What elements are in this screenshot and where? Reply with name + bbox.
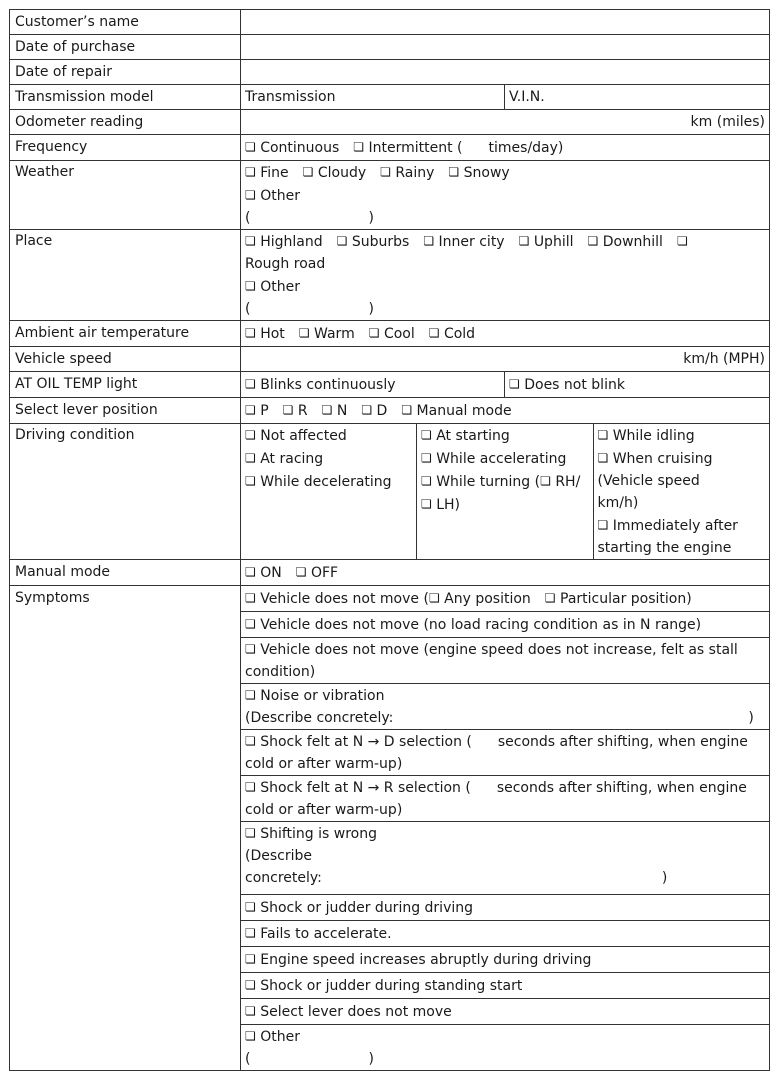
option-label: Manual mode — [416, 403, 512, 419]
symptom-text: seconds after shifting, when engine cold or after warm-up) — [245, 734, 748, 772]
checkbox-icon[interactable]: ❏ — [518, 234, 530, 248]
paren-close: ) — [748, 710, 754, 726]
option-cold[interactable] — [429, 326, 475, 342]
symptom-text: Other — [260, 1029, 300, 1045]
weather-label: Weather — [10, 161, 241, 230]
checkbox-icon[interactable]: ❏ — [245, 926, 256, 940]
option-p[interactable] — [245, 403, 269, 419]
checkbox-icon[interactable]: ❏ — [423, 234, 435, 248]
symptom-4[interactable] — [241, 684, 770, 730]
checkbox-icon[interactable]: ❏ — [336, 234, 348, 248]
option-immediately-after-starting[interactable] — [598, 514, 766, 559]
checkbox-icon[interactable]: ❏ — [245, 688, 256, 702]
checkbox-icon[interactable]: ❏ — [428, 326, 440, 340]
checkbox-icon[interactable]: ❏ — [540, 474, 551, 488]
checkbox-icon[interactable]: ❏ — [597, 428, 609, 442]
checkbox-icon[interactable]: ❏ — [597, 518, 609, 532]
checkbox-icon[interactable]: ❏ — [245, 188, 256, 202]
customer-name-field[interactable] — [241, 10, 770, 35]
describe-text: (Describe — [245, 848, 312, 864]
checkbox-icon[interactable]: ❏ — [421, 451, 432, 465]
driving-condition-label: Driving condition — [10, 424, 241, 560]
select-lever-label: Select lever position — [10, 398, 241, 424]
row-ambient-temp — [10, 321, 770, 347]
paren-open: ( — [245, 210, 251, 226]
ambient-temp-options — [241, 321, 770, 347]
option-label: At starting — [436, 428, 510, 444]
symptom-10[interactable] — [241, 947, 770, 973]
option-label: Hot — [260, 326, 285, 342]
option-label: Rough road — [245, 256, 326, 272]
checkbox-icon[interactable]: ❏ — [245, 377, 256, 391]
driving-condition-col-1 — [241, 424, 417, 560]
option-suburbs[interactable] — [337, 234, 410, 250]
checkbox-icon[interactable]: ❏ — [245, 165, 256, 179]
checkbox-icon[interactable]: ❏ — [245, 780, 256, 794]
row-odometer — [10, 110, 770, 135]
checkbox-icon[interactable]: ❏ — [321, 403, 333, 417]
option-snowy[interactable] — [448, 165, 509, 181]
symptom-text: Select lever does not move — [260, 1004, 452, 1020]
manual-mode-label: Manual mode — [10, 560, 241, 586]
row-date-of-repair — [10, 60, 770, 85]
option-label: Blinks continuously — [260, 377, 396, 393]
checkbox-icon[interactable]: ❏ — [245, 734, 256, 748]
option-label: Suburbs — [351, 234, 410, 250]
driving-condition-col-2 — [417, 424, 593, 559]
row-manual-mode — [10, 560, 770, 586]
driving-condition-col-3 — [593, 424, 769, 559]
paren-close: ) — [368, 301, 374, 317]
checkbox-icon[interactable]: ❏ — [353, 140, 365, 154]
checkbox-icon[interactable]: ❏ — [245, 279, 256, 293]
option-label: D — [376, 403, 388, 419]
row-frequency — [10, 135, 770, 161]
customer-name-label: Customer’s name — [10, 10, 241, 35]
option-does-not-blink[interactable] — [505, 372, 770, 398]
option-rough-road[interactable] — [245, 253, 765, 275]
option-label: Continuous — [260, 140, 340, 156]
paren-close: ) — [368, 1051, 374, 1067]
option-label: Highland — [260, 234, 323, 250]
checkbox-icon[interactable]: ❏ — [245, 1004, 256, 1018]
option-label: Cool — [383, 326, 415, 342]
option-uphill[interactable] — [519, 234, 574, 250]
paren-open: ( — [245, 1051, 251, 1067]
symptom-3[interactable] — [241, 638, 770, 684]
option-hot[interactable] — [245, 326, 285, 342]
checkbox-icon[interactable]: ❏ — [361, 403, 373, 417]
option-label: ON — [260, 565, 282, 581]
option-label: Snowy — [463, 165, 510, 181]
symptom-text: Fails to accelerate. — [260, 926, 392, 942]
paren-close: ) — [661, 870, 668, 886]
checkbox-icon[interactable]: ❏ — [245, 826, 256, 840]
transmission-field[interactable] — [241, 85, 505, 110]
checkbox-icon[interactable]: ❏ — [245, 591, 256, 605]
describe-text: (Describe concretely: — [245, 710, 394, 726]
driving-condition-subtable — [417, 424, 769, 559]
other-blank[interactable] — [245, 207, 765, 229]
symptom-text: Particular position) — [560, 591, 692, 607]
symptom-text: Engine speed increases abruptly during driving — [260, 952, 592, 968]
checkbox-icon[interactable]: ❏ — [245, 428, 256, 442]
option-label: While idling — [612, 428, 695, 444]
option-while-accelerating[interactable] — [421, 447, 589, 470]
select-lever-options — [241, 398, 770, 424]
row-transmission-model — [10, 85, 770, 110]
row-date-of-purchase — [10, 35, 770, 60]
option-label: Intermittent ( — [368, 140, 463, 156]
checkbox-icon[interactable]: ❏ — [509, 377, 520, 391]
checkbox-icon[interactable]: ❏ — [245, 978, 256, 992]
option-label: When cruising — [612, 451, 713, 467]
date-of-repair-field[interactable] — [241, 60, 770, 85]
frequency-label: Frequency — [10, 135, 241, 161]
symptom-7[interactable] — [241, 822, 770, 895]
option-n[interactable] — [322, 403, 348, 419]
at-oil-temp-label: AT OIL TEMP light — [10, 372, 241, 398]
checkbox-icon[interactable]: ❏ — [295, 565, 307, 579]
row-at-oil-temp — [10, 372, 770, 398]
option-fine[interactable] — [245, 165, 289, 181]
transmission-caption: Transmission — [245, 89, 336, 105]
option-not-affected[interactable] — [245, 424, 412, 447]
symptom-text: Shock or judder during driving — [260, 900, 474, 916]
option-downhill[interactable] — [588, 234, 663, 250]
checkbox-icon[interactable]: ❏ — [380, 165, 391, 179]
option-label: OFF — [310, 565, 339, 581]
option-label: While accelerating — [436, 451, 567, 467]
vehicle-speed-label: Vehicle speed — [10, 347, 241, 372]
option-continuous[interactable] — [245, 140, 339, 156]
paren-open: ( — [245, 301, 251, 317]
option-label: Rainy — [395, 165, 435, 181]
option-label: Not affected — [260, 428, 347, 444]
checkbox-icon[interactable]: ❏ — [245, 642, 256, 656]
ambient-temp-label: Ambient air temperature — [10, 321, 241, 347]
option-label: While decelerating — [260, 474, 392, 490]
checkbox-icon[interactable]: ❏ — [587, 234, 599, 248]
vehicle-speed-field[interactable] — [241, 347, 770, 372]
row-vehicle-speed — [10, 347, 770, 372]
date-of-purchase-label: Date of purchase — [10, 35, 241, 60]
other-blank[interactable] — [245, 298, 765, 320]
symptom-1[interactable] — [241, 586, 770, 612]
checkbox-icon[interactable]: ❏ — [401, 403, 413, 417]
symptom-text: Vehicle does not move (no load racing condition as in N range) — [260, 617, 702, 633]
checkbox-icon[interactable]: ❏ — [302, 165, 314, 179]
option-cool[interactable] — [369, 326, 415, 342]
symptom-9[interactable] — [241, 921, 770, 947]
option-inner-city[interactable] — [423, 234, 504, 250]
checkbox-icon[interactable]: ❏ — [368, 326, 380, 340]
row-symptom-1 — [10, 586, 770, 612]
option-label: RH/ — [555, 474, 581, 490]
option-d[interactable] — [361, 403, 387, 419]
checkbox-icon[interactable]: ❏ — [544, 591, 556, 605]
option-intermittent[interactable] — [353, 140, 563, 156]
option-label: Immediately after starting the engine — [597, 518, 738, 556]
option-manual-mode[interactable] — [401, 403, 511, 419]
row-customer-name — [10, 10, 770, 35]
option-label: At racing — [260, 451, 324, 467]
option-label: Other — [260, 188, 300, 204]
checkbox-icon[interactable]: ❏ — [245, 617, 256, 631]
vin-caption: V.I.N. — [509, 89, 545, 105]
option-warm[interactable] — [299, 326, 355, 342]
checkbox-icon[interactable]: ❏ — [245, 474, 256, 488]
manual-mode-options — [241, 560, 770, 586]
symptom-text: Shifting is wrong — [260, 826, 377, 842]
weather-options — [241, 161, 770, 230]
option-on[interactable] — [245, 565, 282, 581]
times-per-day-text: times/day) — [488, 140, 564, 156]
option-r[interactable] — [283, 403, 308, 419]
checkbox-icon[interactable]: ❏ — [245, 403, 256, 417]
option-highland[interactable] — [245, 234, 323, 250]
symptom-text: Shock felt at N → R selection ( — [260, 780, 471, 796]
option-label: Warm — [314, 326, 355, 342]
symptom-5[interactable] — [241, 730, 770, 776]
option-at-starting[interactable] — [421, 424, 589, 447]
paren-close: ) — [368, 210, 374, 226]
date-of-repair-label: Date of repair — [10, 60, 241, 85]
checkbox-icon[interactable]: ❏ — [676, 234, 688, 248]
odometer-unit: km (miles) — [690, 114, 765, 130]
checkbox-icon[interactable]: ❏ — [298, 326, 310, 340]
checkbox-icon[interactable]: ❏ — [245, 565, 256, 579]
option-cloudy[interactable] — [303, 165, 367, 181]
option-while-turning[interactable] — [421, 470, 589, 493]
vehicle-speed-note: (Vehicle speed km/h) — [597, 473, 700, 511]
checkbox-icon[interactable]: ❏ — [597, 451, 609, 465]
symptom-text: Vehicle does not move (engine speed does not increase, felt as stall condition) — [245, 642, 738, 680]
option-label: Inner city — [438, 234, 505, 250]
option-label: N — [336, 403, 348, 419]
symptom-text: seconds after shifting, when engine cold or after warm-up) — [245, 780, 747, 818]
option-off[interactable] — [296, 565, 338, 581]
option-other[interactable] — [245, 275, 765, 298]
vin-field[interactable] — [505, 85, 770, 110]
symptom-6[interactable] — [241, 776, 770, 822]
option-label: Cold — [443, 326, 476, 342]
option-label: While turning ( — [436, 474, 541, 490]
option-while-idling[interactable] — [598, 424, 766, 447]
symptom-11[interactable] — [241, 973, 770, 999]
row-driving-condition — [10, 424, 770, 560]
checkbox-icon[interactable]: ❏ — [448, 165, 460, 179]
option-blinks-continuously[interactable] — [241, 372, 505, 398]
odometer-label: Odometer reading — [10, 110, 241, 135]
row-select-lever — [10, 398, 770, 424]
symptom-text: Shock or judder during standing start — [260, 978, 523, 994]
option-label: R — [297, 403, 308, 419]
symptom-2[interactable] — [241, 612, 770, 638]
symptom-12[interactable] — [241, 999, 770, 1025]
checkbox-icon[interactable]: ❏ — [282, 403, 294, 417]
symptom-text: Noise or vibration — [260, 688, 385, 704]
option-when-cruising[interactable] — [598, 447, 766, 470]
transmission-model-label: Transmission model — [10, 85, 241, 110]
checkbox-icon[interactable]: ❏ — [421, 497, 432, 511]
checkbox-icon[interactable]: ❏ — [245, 900, 256, 914]
option-label: Uphill — [533, 234, 574, 250]
option-label: Other — [260, 279, 300, 295]
symptom-text: Any position — [444, 591, 531, 607]
checkbox-icon[interactable]: ❏ — [421, 428, 432, 442]
option-other[interactable] — [245, 184, 765, 207]
date-of-purchase-field[interactable] — [241, 35, 770, 60]
checkbox-icon[interactable]: ❏ — [421, 474, 432, 488]
option-label: Fine — [260, 165, 289, 181]
symptom-13[interactable] — [241, 1025, 770, 1071]
option-label: Does not blink — [524, 377, 625, 393]
diagnosis-form — [9, 9, 770, 1071]
describe-text: concretely: — [245, 870, 322, 886]
checkbox-icon[interactable]: ❏ — [245, 234, 256, 248]
symptom-text: Vehicle does not move ( — [260, 591, 429, 607]
option-label: P — [260, 403, 269, 419]
checkbox-icon[interactable]: ❏ — [428, 591, 440, 605]
option-label: LH) — [436, 497, 461, 513]
checkbox-icon[interactable]: ❏ — [245, 326, 256, 340]
symptom-text: Shock felt at N → D selection ( — [260, 734, 472, 750]
option-while-decelerating[interactable] — [245, 470, 412, 493]
driving-condition-right — [417, 424, 770, 560]
symptoms-label: Symptoms — [10, 586, 241, 1071]
checkbox-icon[interactable]: ❏ — [245, 952, 256, 966]
checkbox-icon[interactable]: ❏ — [245, 1029, 256, 1043]
frequency-options — [241, 135, 770, 161]
vehicle-speed-unit: km/h (MPH) — [683, 351, 765, 367]
option-rainy[interactable] — [380, 165, 434, 181]
option-lh[interactable] — [421, 493, 589, 516]
checkbox-icon[interactable]: ❏ — [245, 140, 256, 154]
checkbox-icon[interactable]: ❏ — [245, 451, 256, 465]
option-label: Cloudy — [317, 165, 367, 181]
place-label: Place — [10, 230, 241, 321]
option-label: Downhill — [602, 234, 663, 250]
option-at-racing[interactable] — [245, 447, 412, 470]
place-options — [241, 230, 770, 321]
row-weather — [10, 161, 770, 230]
row-place — [10, 230, 770, 321]
odometer-field[interactable] — [241, 110, 770, 135]
symptom-8[interactable] — [241, 895, 770, 921]
